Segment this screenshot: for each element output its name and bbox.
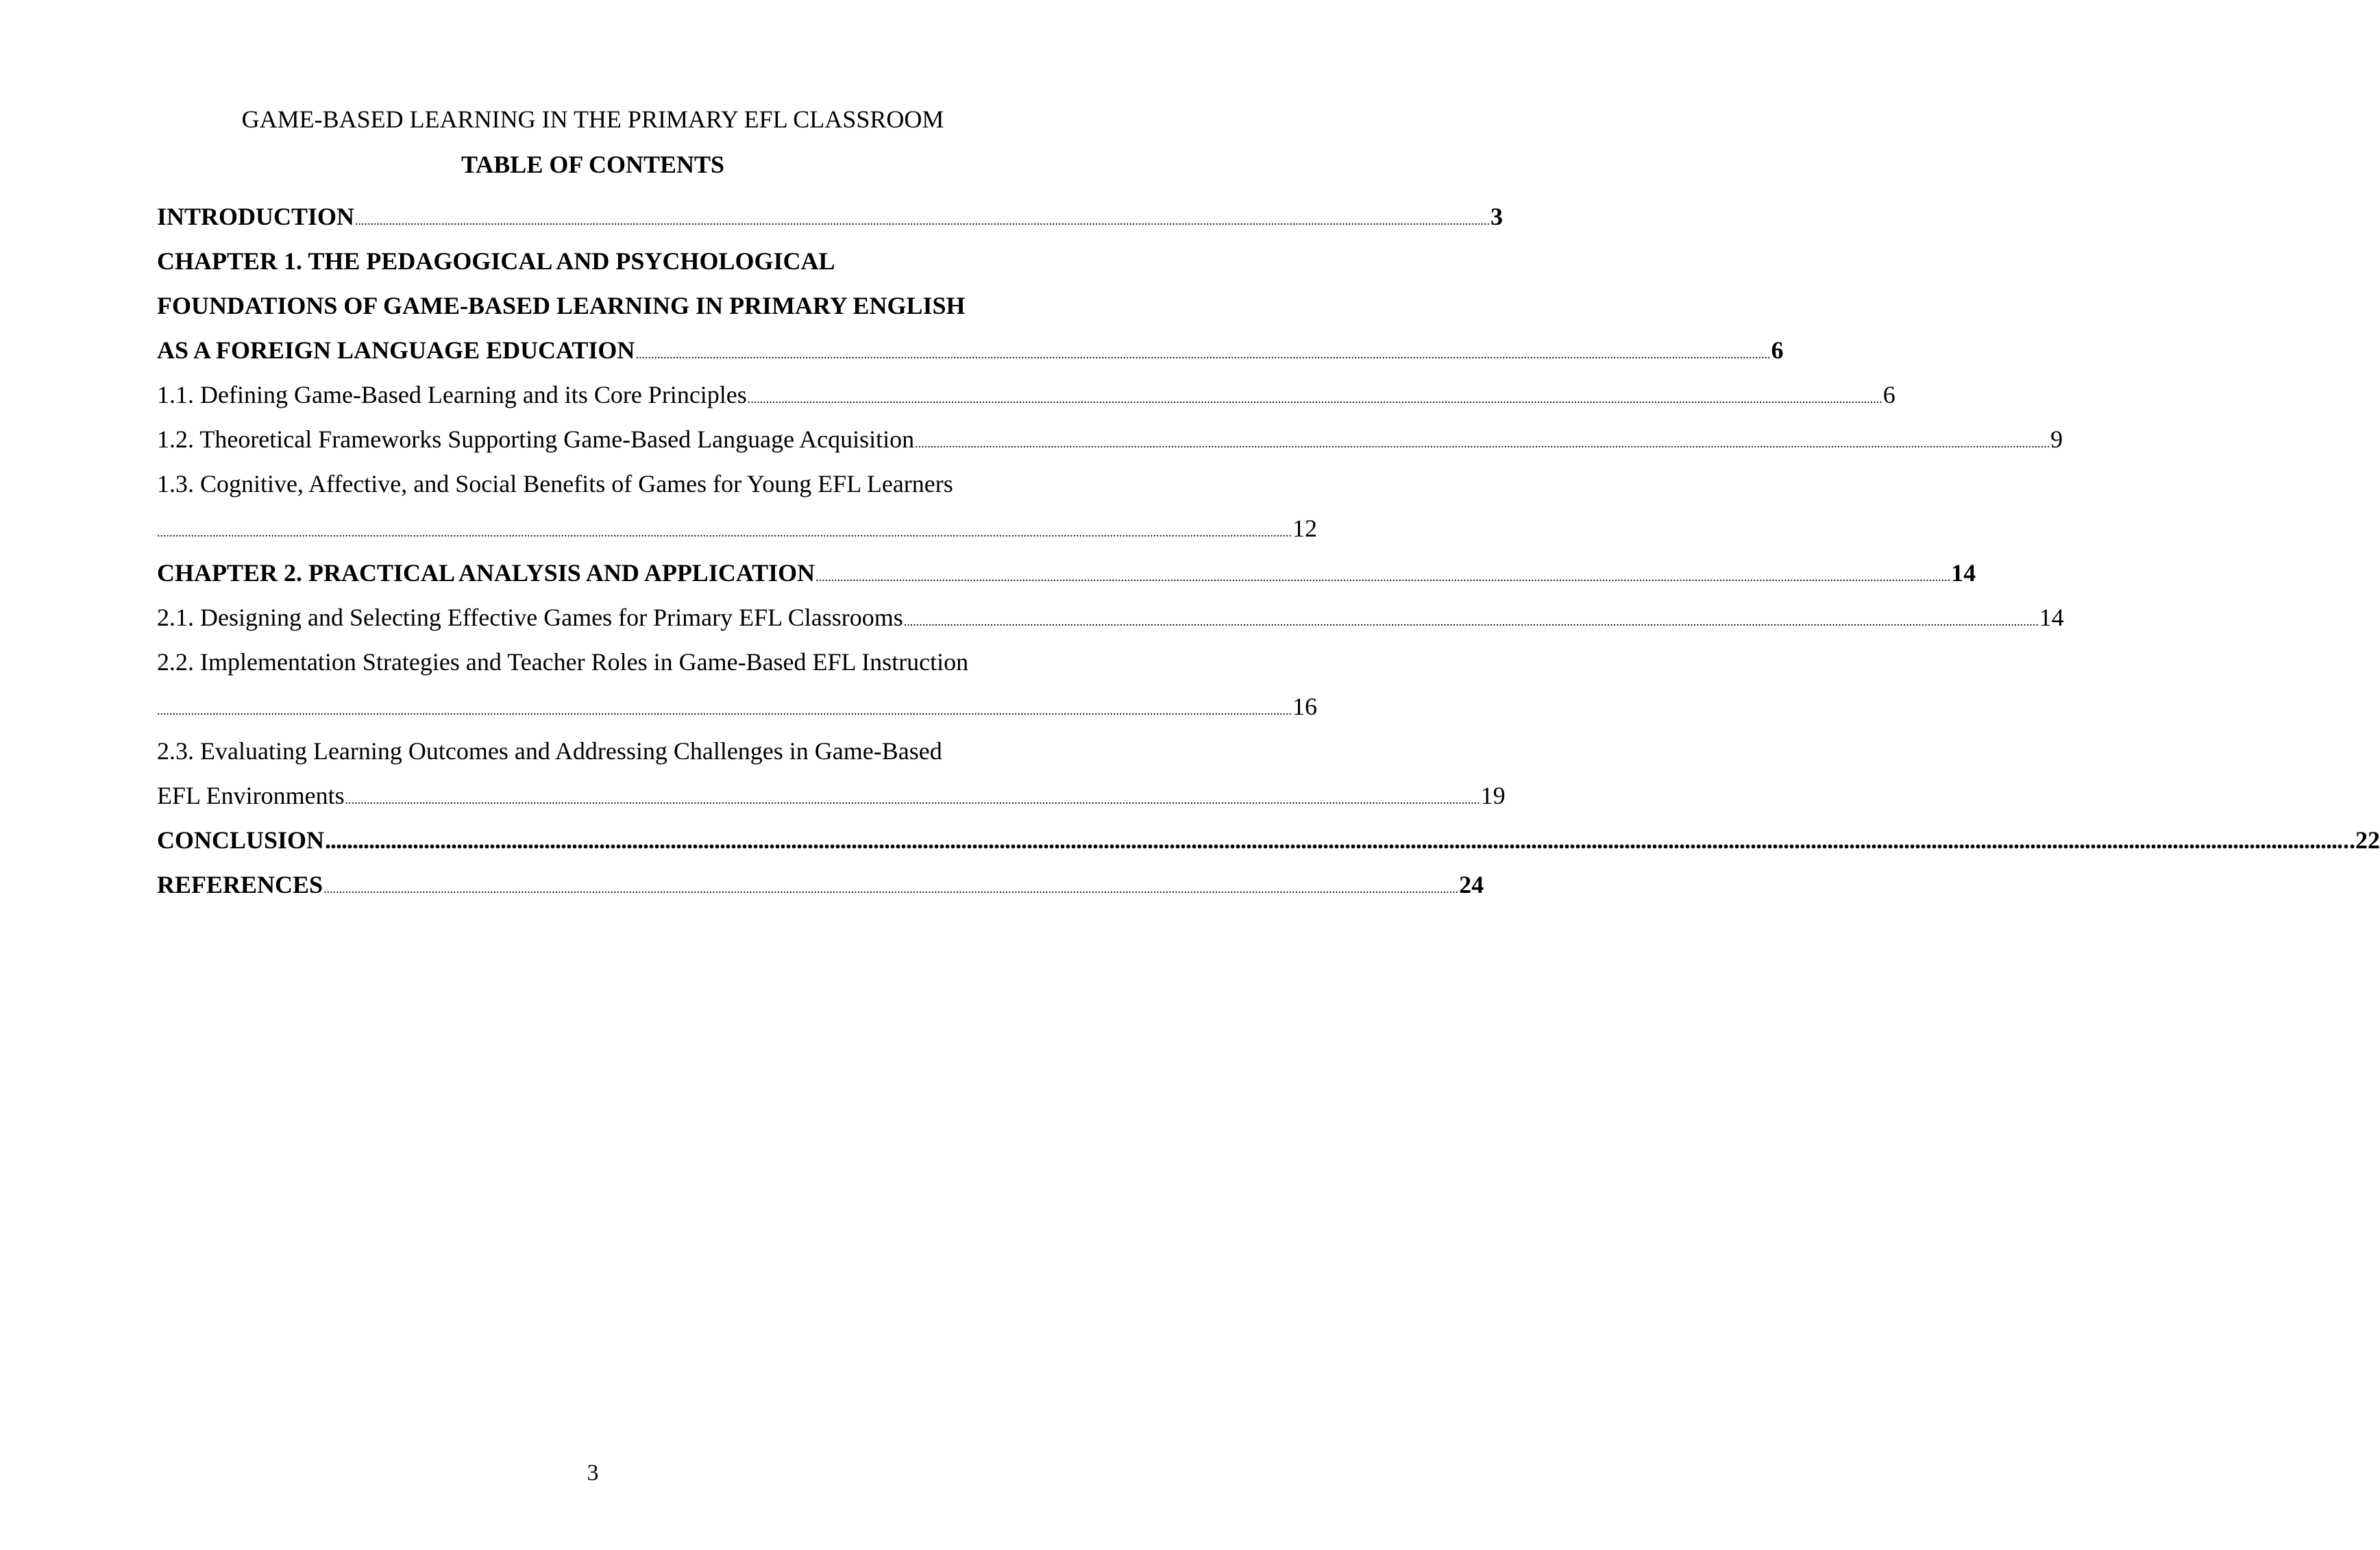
dot-leader (904, 600, 2039, 644)
toc-entry-label-line-1: 2.3. Evaluating Learning Outcomes and Addressing Challenges in Game-Based (157, 737, 942, 765)
toc-heading: TABLE OF CONTENTS (461, 151, 725, 178)
toc-entry-section-1-2[interactable] (157, 417, 2063, 462)
toc-entry-label-line-1: CHAPTER 1. THE PEDAGOGICAL AND PSYCHOLOGICAL (157, 247, 835, 275)
document-title: GAME-BASED LEARNING IN THE PRIMARY EFL CLASSROOM (241, 106, 944, 133)
page-number: 3 (587, 1460, 599, 1486)
toc-entry-label: 1.2. Theoretical Frameworks Supporting Game-Based Language Acquisition (157, 426, 915, 453)
dot-leader (635, 332, 1770, 377)
toc-entry-section-1-3[interactable] (157, 462, 1317, 551)
toc-entry-label-line-3: AS A FOREIGN LANGUAGE EDUCATION (157, 336, 635, 364)
toc-page-number: 16 (1292, 693, 1317, 720)
toc-entry-section-1-1[interactable] (157, 373, 1896, 417)
toc-page-number: 19 (1480, 782, 1506, 809)
toc-entry-label: CONCLUSION (157, 826, 325, 854)
dot-leader (157, 689, 1292, 733)
toc-entry-references[interactable] (157, 863, 1484, 907)
toc-page-number: 24 (1459, 871, 1484, 898)
table-of-contents (157, 195, 2380, 907)
toc-entry-label: CHAPTER 2. PRACTICAL ANALYSIS AND APPLICATION (157, 559, 815, 587)
toc-page-number: 6 (1882, 381, 1896, 408)
dot-leader (345, 778, 1480, 822)
dot-leader (815, 555, 1950, 600)
dot-leader (157, 510, 1292, 555)
toc-entry-label: 1.1. Defining Game-Based Learning and its Core Principles (157, 381, 747, 408)
toc-entry-label: INTRODUCTION (157, 203, 355, 230)
toc-entry-section-2-2[interactable] (157, 640, 1317, 729)
toc-page-number: 14 (2039, 604, 2064, 631)
toc-page-number: ..22 (2343, 826, 2380, 854)
toc-entry-label-line-2: FOUNDATIONS OF GAME-BASED LEARNING IN PRIMARY ENGLISH (157, 292, 966, 319)
toc-entry-label: 1.3. Cognitive, Affective, and Social Benefits of Games for Young EFL Learners (157, 470, 953, 497)
dot-leader (323, 867, 1458, 911)
toc-entry-section-2-3[interactable] (157, 729, 1506, 818)
toc-entry-section-2-1[interactable] (157, 595, 2064, 640)
dot-leader (915, 421, 2050, 466)
toc-entry-chapter-1[interactable] (157, 239, 1784, 373)
toc-entry-conclusion[interactable] (157, 818, 2380, 863)
toc-page-number: 3 (1490, 203, 1504, 230)
dot-leader (748, 377, 1882, 421)
toc-page-number: 6 (1771, 336, 1784, 364)
toc-entry-label-line-2: EFL Environments (157, 782, 345, 809)
toc-page-number: 12 (1292, 515, 1317, 542)
toc-entry-introduction[interactable] (157, 195, 1504, 239)
toc-entry-label: 2.2. Implementation Strategies and Teacher Roles in Game-Based EFL Instruction (157, 648, 969, 676)
toc-page-number: 14 (1951, 559, 1976, 587)
toc-entry-chapter-2[interactable] (157, 551, 1976, 595)
dot-leader (325, 818, 2342, 863)
toc-entry-label: 2.1. Designing and Selecting Effective Games for Primary EFL Classrooms (157, 604, 903, 631)
toc-page-number: 9 (2050, 426, 2063, 453)
toc-entry-label: REFERENCES (157, 871, 323, 898)
dot-leader (355, 199, 1490, 243)
